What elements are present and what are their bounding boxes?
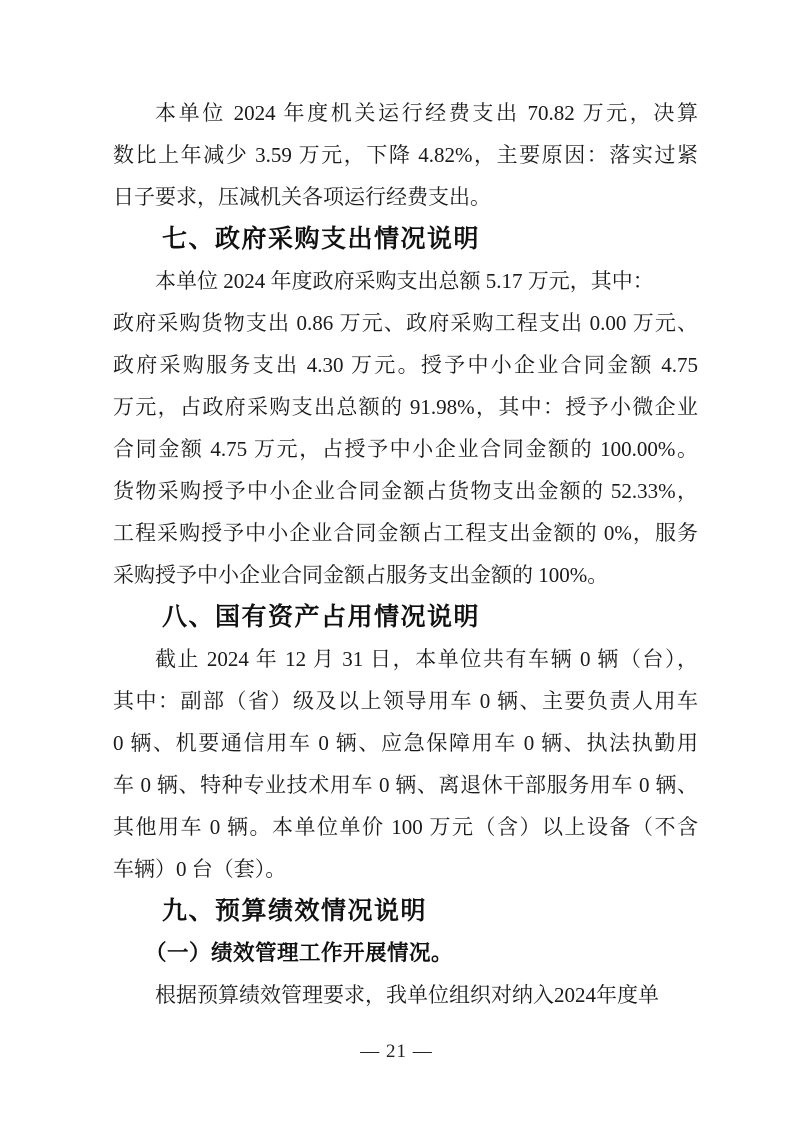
page-number: — 21 — — [360, 1041, 433, 1062]
body-line: 其他用车 0 辆。本单位单价 100 万元（含）以上设备（不含 — [113, 815, 698, 839]
body-line: 车 0 辆、特种专业技术用车 0 辆、离退休干部服务用车 0 辆、 — [113, 773, 698, 797]
body-line: 截止 2024 年 12 月 31 日，本单位共有车辆 0 辆（台）， — [155, 647, 698, 671]
body-line: 工程采购授予中小企业合同金额占工程支出金额的 0%，服务 — [113, 521, 698, 545]
subsection-heading-performance-management: （一）绩效管理工作开展情况。 — [145, 941, 454, 965]
document-content — [113, 92, 698, 1016]
body-line: 货物采购授予中小企业合同金额占货物支出金额的 52.33%， — [113, 479, 698, 503]
body-line: 其中：副部（省）级及以上领导用车 0 辆、主要负责人用车 — [113, 689, 698, 713]
body-line: 根据预算绩效管理要求，我单位组织对纳入2024年度单 — [155, 983, 659, 1007]
section-heading-gov-procurement: 七、政府采购支出情况说明 — [162, 225, 481, 253]
body-line: 政府采购货物支出 0.86 万元、政府采购工程支出 0.00 万元、 — [113, 311, 698, 335]
body-line: 日子要求，压减机关各项运行经费支出。 — [113, 185, 491, 209]
body-line: 本单位 2024 年度政府采购支出总额 5.17 万元，其中： — [155, 269, 654, 293]
body-line: 万元，占政府采购支出总额的 91.98%，其中：授予小微企业 — [113, 395, 698, 419]
section-heading-state-assets: 八、国有资产占用情况说明 — [162, 603, 481, 631]
body-line: 本单位 2024 年度机关运行经费支出 70.82 万元，决算 — [155, 101, 698, 125]
section-heading-budget-performance: 九、预算绩效情况说明 — [162, 897, 428, 925]
body-line: 采购授予中小企业合同金额占服务支出金额的 100%。 — [113, 563, 609, 587]
body-line: 车辆）0 台（套）。 — [113, 857, 287, 881]
body-line: 0 辆、机要通信用车 0 辆、应急保障用车 0 辆、执法执勤用 — [113, 731, 698, 755]
page-footer — [0, 1041, 793, 1063]
body-line: 合同金额 4.75 万元，占授予中小企业合同金额的 100.00%。 — [113, 437, 698, 461]
body-line: 政府采购服务支出 4.30 万元。授予中小企业合同金额 4.75 — [113, 353, 698, 377]
body-line: 数比上年减少 3.59 万元，下降 4.82%，主要原因：落实过紧 — [113, 143, 698, 167]
